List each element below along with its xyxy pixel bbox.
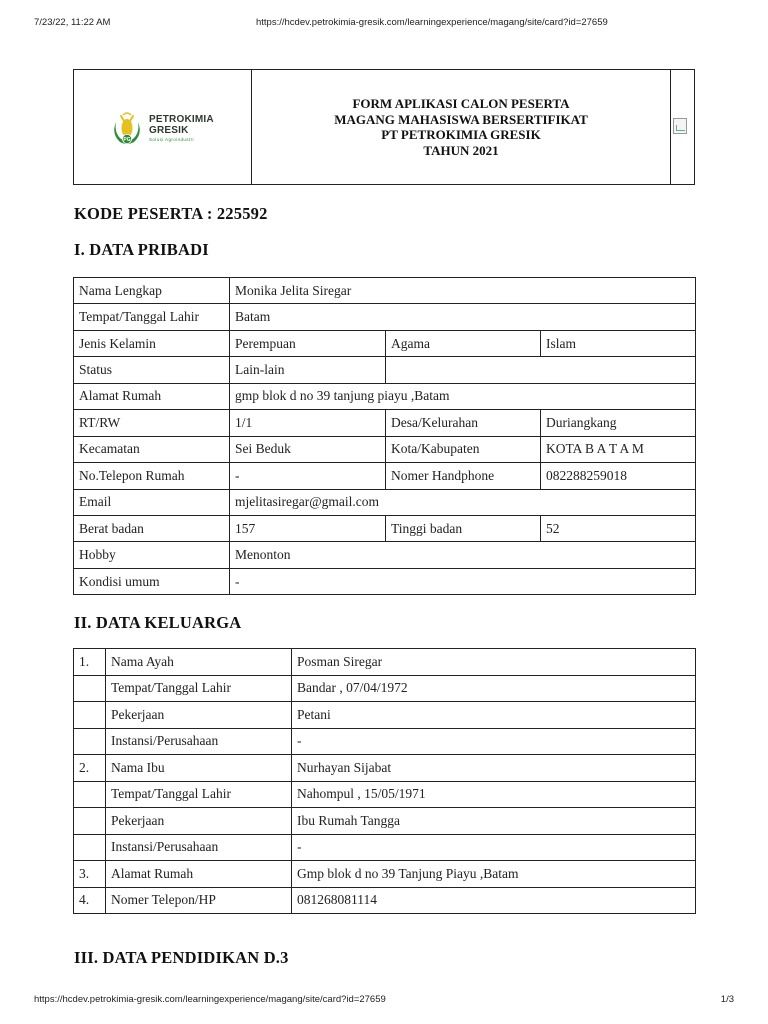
keluarga-no-cell xyxy=(74,702,106,729)
table-row xyxy=(74,410,696,436)
keluarga-value-cell: Bandar , 07/04/1972 xyxy=(292,675,696,702)
keluarga-value-cell: Posman Siregar xyxy=(292,649,696,676)
keluarga-label-cell: Tempat/Tanggal Lahir xyxy=(106,675,292,702)
label-tempat-tanggal-lahir: Tempat/Tanggal Lahir xyxy=(74,304,230,330)
value-rt-rw: 1/1 xyxy=(230,410,386,436)
data-keluarga-table xyxy=(73,648,696,914)
value-nama-lengkap: Monika Jelita Siregar xyxy=(230,278,696,304)
keluarga-value-cell: 081268081114 xyxy=(292,887,696,914)
keluarga-no-cell xyxy=(74,834,106,861)
keluarga-no-cell: 3. xyxy=(74,861,106,888)
table-row xyxy=(74,702,696,729)
table-row xyxy=(74,728,696,755)
label-nomer-handphone: Nomer Handphone xyxy=(386,463,541,489)
keluarga-label-cell: Nomer Telepon/HP xyxy=(106,887,292,914)
section-data-pendidikan: III. DATA PENDIDIKAN D.3 xyxy=(74,948,289,967)
keluarga-value-cell: Nahompul , 15/05/1971 xyxy=(292,781,696,808)
table-row xyxy=(74,515,696,541)
logo-tagline: Solusi Agroindustri xyxy=(149,137,194,142)
label-nama-lengkap: Nama Lengkap xyxy=(74,278,230,304)
table-row xyxy=(74,330,696,356)
label-berat-badan: Berat badan xyxy=(74,515,230,541)
keluarga-label-cell: Nama Ayah xyxy=(106,649,292,676)
value-tempat-tanggal-lahir: Batam xyxy=(230,304,696,330)
table-row xyxy=(74,649,696,676)
keluarga-no-cell xyxy=(74,781,106,808)
value-tinggi-badan: 52 xyxy=(541,515,696,541)
keluarga-label-cell: Pekerjaan xyxy=(106,702,292,729)
footer-url[interactable]: https://hcdev.petrokimia-gresik.com/learningexperience/magang/site/card?id=27659 xyxy=(34,994,386,1005)
table-row xyxy=(74,278,696,304)
label-kecamatan: Kecamatan xyxy=(74,436,230,462)
label-tinggi-badan: Tinggi badan xyxy=(386,515,541,541)
table-row xyxy=(74,436,696,462)
table-row xyxy=(74,357,696,383)
petrokimia-logo-icon xyxy=(107,108,147,148)
value-nomer-handphone: 082288259018 xyxy=(541,463,696,489)
value-kondisi-umum: - xyxy=(230,568,696,594)
title-line-3: PT PETROKIMIA GRESIK xyxy=(381,127,541,142)
photo-cell xyxy=(671,70,694,184)
keluarga-value-cell: Gmp blok d no 39 Tanjung Piayu ,Batam xyxy=(292,861,696,888)
company-logo xyxy=(107,108,214,148)
keluarga-label-cell: Alamat Rumah xyxy=(106,861,292,888)
value-status: Lain-lain xyxy=(230,357,386,383)
broken-image-icon xyxy=(673,118,687,134)
table-row xyxy=(74,861,696,888)
keluarga-no-cell: 1. xyxy=(74,649,106,676)
label-desa-kelurahan: Desa/Kelurahan xyxy=(386,410,541,436)
form-header xyxy=(73,69,695,185)
table-row xyxy=(74,304,696,330)
table-row xyxy=(74,675,696,702)
page-number: 1/3 xyxy=(720,994,734,1005)
value-kota-kabupaten: KOTA B A T A M xyxy=(541,436,696,462)
print-datetime: 7/23/22, 11:22 AM xyxy=(34,17,111,28)
section-data-keluarga: II. DATA KELUARGA xyxy=(74,613,242,632)
label-jenis-kelamin: Jenis Kelamin xyxy=(74,330,230,356)
label-hobby: Hobby xyxy=(74,542,230,568)
keluarga-no-cell xyxy=(74,675,106,702)
value-agama: Islam xyxy=(541,330,696,356)
section-data-pribadi: I. DATA PRIBADI xyxy=(74,240,209,259)
label-alamat-rumah: Alamat Rumah xyxy=(74,383,230,409)
keluarga-no-cell: 4. xyxy=(74,887,106,914)
table-row xyxy=(74,834,696,861)
empty-cell xyxy=(386,357,696,383)
label-status: Status xyxy=(74,357,230,383)
table-row xyxy=(74,542,696,568)
logo-line2: GRESIK xyxy=(149,125,189,136)
title-line-4: TAHUN 2021 xyxy=(423,142,499,158)
label-kota-kabupaten: Kota/Kabupaten xyxy=(386,436,541,462)
title-line-2: MAGANG MAHASISWA BERSERTIFIKAT xyxy=(334,111,588,127)
keluarga-label-cell: Nama Ibu xyxy=(106,755,292,782)
value-jenis-kelamin: Perempuan xyxy=(230,330,386,356)
value-telepon-rumah: - xyxy=(230,463,386,489)
keluarga-label-cell: Tempat/Tanggal Lahir xyxy=(106,781,292,808)
table-row xyxy=(74,463,696,489)
label-email: Email xyxy=(74,489,230,515)
table-row xyxy=(74,755,696,782)
value-hobby: Menonton xyxy=(230,542,696,568)
value-desa-kelurahan: Duriangkang xyxy=(541,410,696,436)
logo-cell xyxy=(74,70,252,184)
keluarga-value-cell: - xyxy=(292,728,696,755)
title-line-1: FORM APLIKASI CALON PESERTA xyxy=(352,96,570,111)
keluarga-value-cell: Nurhayan Sijabat xyxy=(292,755,696,782)
value-berat-badan: 157 xyxy=(230,515,386,541)
table-row xyxy=(74,383,696,409)
table-row xyxy=(74,781,696,808)
logo-mark-text: PG xyxy=(123,136,131,143)
label-telepon-rumah: No.Telepon Rumah xyxy=(74,463,230,489)
keluarga-label-cell: Pekerjaan xyxy=(106,808,292,835)
keluarga-label-cell: Instansi/Perusahaan xyxy=(106,728,292,755)
kode-peserta: KODE PESERTA : 225592 xyxy=(74,204,268,223)
data-pribadi-table xyxy=(73,277,696,595)
keluarga-value-cell: - xyxy=(292,834,696,861)
keluarga-value-cell: Petani xyxy=(292,702,696,729)
label-agama: Agama xyxy=(386,330,541,356)
keluarga-label-cell: Instansi/Perusahaan xyxy=(106,834,292,861)
keluarga-no-cell xyxy=(74,808,106,835)
logo-text xyxy=(149,114,214,142)
print-url[interactable]: https://hcdev.petrokimia-gresik.com/learningexperience/magang/site/card?id=27659 xyxy=(256,17,608,28)
keluarga-no-cell xyxy=(74,728,106,755)
logo-line1: PETROKIMIA xyxy=(149,114,214,125)
table-row xyxy=(74,568,696,594)
value-email: mjelitasiregar@gmail.com xyxy=(230,489,696,515)
keluarga-value-cell: Ibu Rumah Tangga xyxy=(292,808,696,835)
value-kecamatan: Sei Beduk xyxy=(230,436,386,462)
form-title xyxy=(252,70,671,184)
label-rt-rw: RT/RW xyxy=(74,410,230,436)
table-row xyxy=(74,489,696,515)
keluarga-no-cell: 2. xyxy=(74,755,106,782)
table-row xyxy=(74,808,696,835)
table-row xyxy=(74,887,696,914)
label-kondisi-umum: Kondisi umum xyxy=(74,568,230,594)
value-alamat-rumah: gmp blok d no 39 tanjung piayu ,Batam xyxy=(230,383,696,409)
